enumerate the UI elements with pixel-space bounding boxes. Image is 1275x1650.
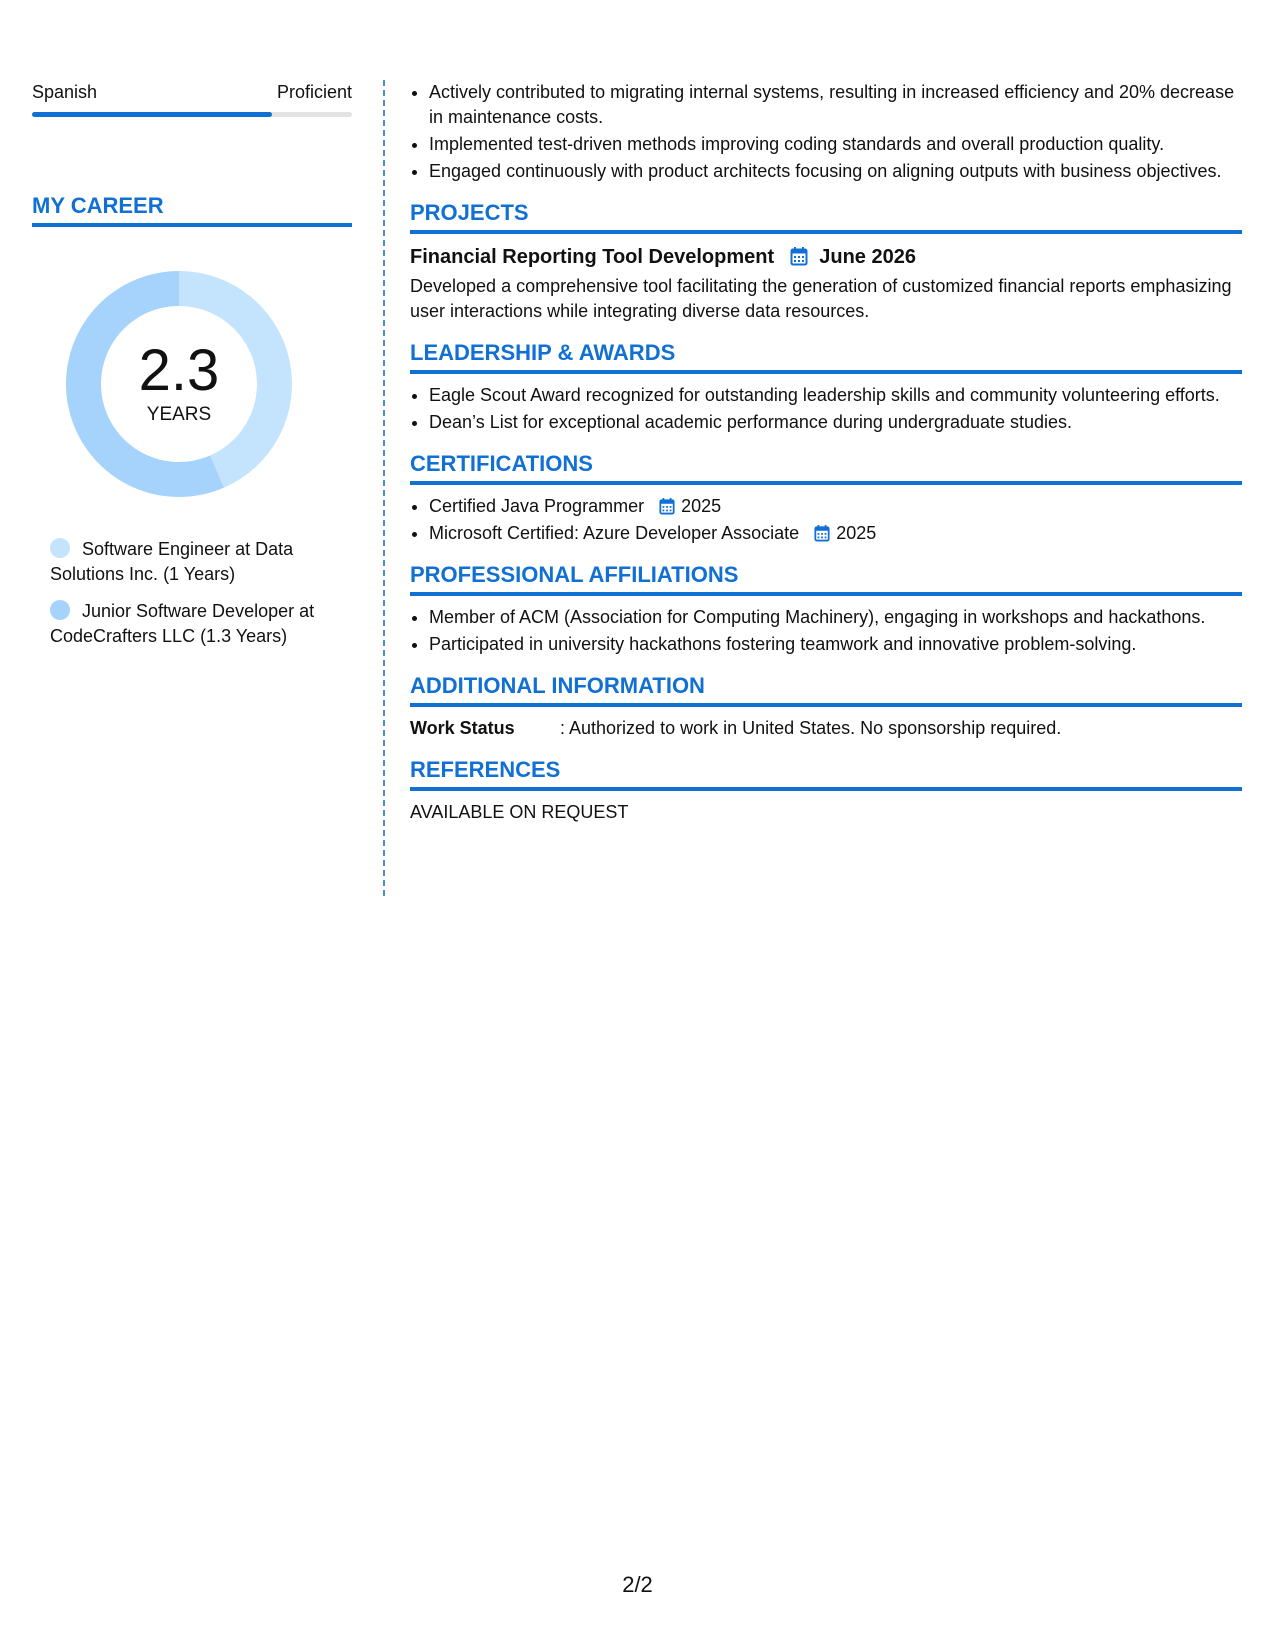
list-item: • Participated in university hackathons fostering teamwork and innovative problem-solving.: [429, 632, 1242, 657]
career-donut-chart: [64, 269, 294, 499]
language-row: [32, 80, 352, 104]
experience-bullets: [410, 80, 1242, 184]
career-total-unit: YEARS: [146, 404, 212, 425]
additional-info-heading: ADDITIONAL INFORMATION: [410, 673, 1242, 707]
project-name: Financial Reporting Tool Development: [410, 246, 775, 268]
certifications-list: [410, 494, 1242, 546]
list-item: • Eagle Scout Award recognized for outstanding leadership skills and community volunteering efforts.: [429, 383, 1242, 408]
career-legend-item: [50, 537, 352, 587]
work-status-row: [410, 716, 1242, 741]
career-legend-label: Junior Software Developer at CodeCrafters LLC (1.3 Years): [50, 601, 315, 646]
career-legend-label: Software Engineer at Data Solutions Inc. (1 Years): [50, 539, 294, 584]
calendar-icon: [790, 246, 808, 266]
career-heading: MY CAREER: [32, 193, 352, 227]
sidebar: [32, 80, 352, 661]
list-item: [429, 521, 1242, 546]
legend-dot-icon: [50, 538, 70, 558]
list-item: • Member of ACM (Association for Computing Machinery), engaging in workshops and hackathons.: [429, 605, 1242, 630]
certification-name: Microsoft Certified: Azure Developer Associate: [429, 523, 800, 543]
main-content: [410, 80, 1242, 825]
affiliations-heading: PROFESSIONAL AFFILIATIONS: [410, 562, 1242, 596]
list-item: • Engaged continuously with product architects focusing on aligning outputs with business objectives.: [429, 159, 1242, 184]
projects-heading: PROJECTS: [410, 200, 1242, 234]
calendar-icon: [814, 524, 830, 542]
career-legend: [50, 537, 352, 649]
language-level: Proficient: [276, 82, 352, 102]
language-proficiency-bar: [32, 112, 352, 117]
language-name: Spanish: [32, 82, 98, 102]
project-description: Developed a comprehensive tool facilitating the generation of customized financial reports emphasizing user interactions while integrating diverse data resources.: [410, 276, 1232, 321]
certifications-heading: CERTIFICATIONS: [410, 451, 1242, 485]
certification-year: 2025: [681, 496, 722, 516]
references-heading: REFERENCES: [410, 757, 1242, 791]
career-legend-item: [50, 599, 352, 649]
career-total-years: 2.3: [138, 338, 220, 403]
project-date: June 2026: [819, 246, 916, 268]
leadership-heading: LEADERSHIP & AWARDS: [410, 340, 1242, 374]
legend-dot-icon: [50, 600, 70, 620]
donut-center: [64, 269, 294, 499]
list-item: • Implemented test-driven methods improving coding standards and overall production quality.: [429, 132, 1242, 157]
list-item: • Actively contributed to migrating internal systems, resulting in increased efficiency and 20% decrease in maintenance costs.: [429, 80, 1242, 130]
certification-year: 2025: [836, 523, 877, 543]
work-status-label: Work Status: [410, 718, 515, 738]
list-item: • Dean’s List for exceptional academic performance during undergraduate studies.: [429, 410, 1242, 435]
affiliations-list: [410, 605, 1242, 657]
list-item: [429, 494, 1242, 519]
column-divider: [383, 80, 385, 896]
page-number: 2/2: [622, 1572, 653, 1597]
project-header: [410, 243, 1242, 271]
work-status-value: : Authorized to work in United States. No sponsorship required.: [560, 718, 1062, 738]
language-proficiency-fill: [32, 112, 272, 117]
references-text: AVAILABLE ON REQUEST: [410, 802, 629, 822]
leadership-list: [410, 383, 1242, 435]
calendar-icon: [659, 497, 675, 515]
certification-name: Certified Java Programmer: [429, 496, 645, 516]
